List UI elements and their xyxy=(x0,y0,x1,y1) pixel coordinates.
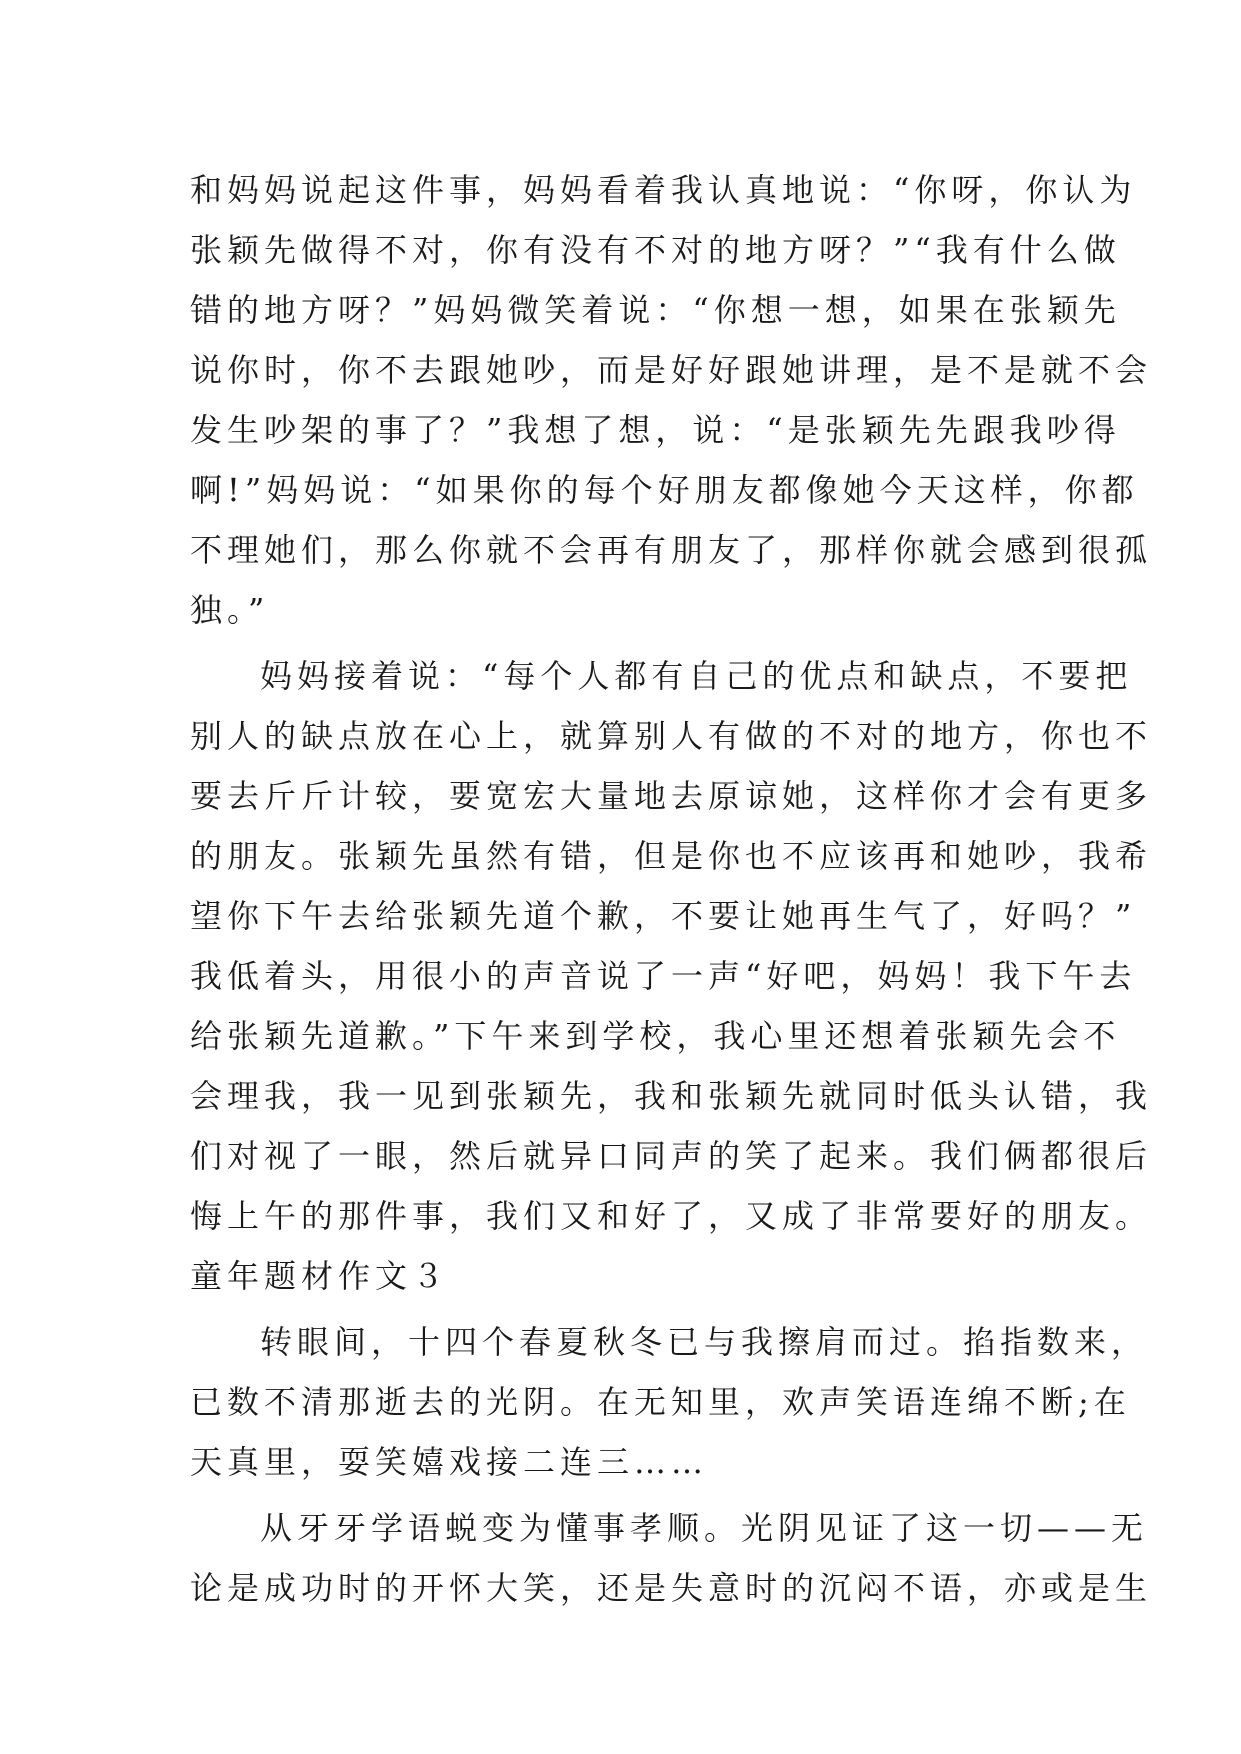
text-line: 和妈妈说起这件事，妈妈看着我认真地说：“你呀，你认为 xyxy=(190,171,1137,209)
text-line: 发生吵架的事了？”我想了想，说：“是张颖先先跟我吵得 xyxy=(190,411,1121,449)
text-line: 别人的缺点放在心上，就算别人有做的不对的地方，你也不 xyxy=(190,717,1153,755)
text-line: 从牙牙学语蜕变为懂事孝顺。光阴见证了这一切——无 xyxy=(260,1509,1149,1547)
text-line: 已数不清那逝去的光阴。在无知里，欢声笑语连绵不断;在 xyxy=(190,1383,1131,1421)
paragraph-3 xyxy=(190,1312,1149,1492)
text-line: 论是成功时的开怀大笑，还是失意时的沉闷不语，亦或是生 xyxy=(190,1569,1153,1607)
text-line: 给张颖先道歉。”下午来到学校，我心里还想着张颖先会不 xyxy=(190,1017,1121,1055)
text-line: 妈妈接着说：“每个人都有自己的优点和缺点，不要把 xyxy=(260,657,1133,695)
text-line: 张颖先做得不对，你有没有不对的地方呀？”“我有什么做 xyxy=(190,231,1121,269)
paragraph-2 xyxy=(190,646,1153,1306)
text-line: 的朋友。张颖先虽然有错，但是你也不应该再和她吵，我希 xyxy=(190,837,1153,875)
text-line: 天真里，耍笑嬉戏接二连三…… xyxy=(190,1443,709,1481)
text-line: 要去斤斤计较，要宽宏大量地去原谅她，这样你才会有更多 xyxy=(190,777,1153,815)
text-line: 悔上午的那件事，我们又和好了，又成了非常要好的朋友。 xyxy=(190,1197,1153,1235)
section-heading: 童年题材作文３ xyxy=(190,1257,450,1295)
text-line: 啊!”妈妈说：“如果你的每个好朋友都像她今天这样，你都 xyxy=(190,471,1139,509)
paragraph-1 xyxy=(190,160,1153,640)
text-line: 独。” xyxy=(190,591,270,629)
text-line: 望你下午去给张颖先道个歉，不要让她再生气了，好吗？” xyxy=(190,897,1137,935)
text-line: 我低着头，用很小的声音说了一声“好吧，妈妈！我下午去 xyxy=(190,957,1137,995)
paragraph-4 xyxy=(190,1498,1153,1618)
text-line: 错的地方呀？”妈妈微笑着说：“你想一想，如果在张颖先 xyxy=(190,291,1121,329)
essay-body xyxy=(190,160,1153,1618)
text-line: 会理我，我一见到张颖先，我和张颖先就同时低头认错，我 xyxy=(190,1077,1153,1115)
text-line: 们对视了一眼，然后就异口同声的笑了起来。我们俩都很后 xyxy=(190,1137,1153,1175)
text-line: 说你时，你不去跟她吵，而是好好跟她讲理，是不是就不会 xyxy=(190,351,1153,389)
text-line: 不理她们，那么你就不会再有朋友了，那样你就会感到很孤 xyxy=(190,531,1153,569)
text-line: 转眼间，十四个春夏秋冬已与我擦肩而过。掐指数来， xyxy=(260,1323,1149,1361)
